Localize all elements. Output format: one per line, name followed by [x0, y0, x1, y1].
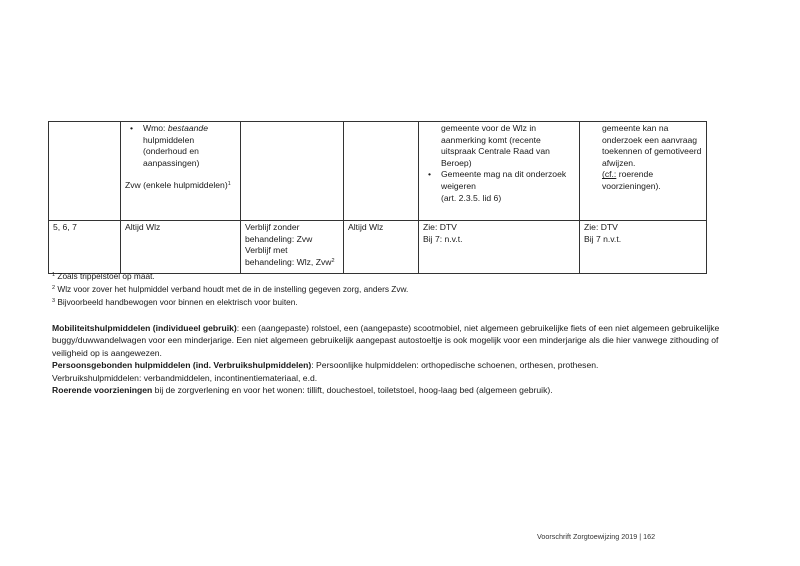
cell-verblijf [241, 122, 344, 221]
bullet-wmo: • Wmo: bestaande hulpmiddelen (onderhoud en aanpassingen) [143, 123, 236, 169]
allocation-table [48, 121, 707, 274]
zvw-note: Zvw (enkele hulpmiddelen)$^1$ [125, 180, 231, 191]
cf-reference: (cf.: [602, 169, 617, 180]
cell-aanvraag: Zie: DTV Bij 7 n.v.t. [580, 221, 707, 274]
definitions-block [52, 322, 752, 396]
footnote-2: $^2$ Wlz voor zover het hulpmiddel verband houdt met de in de instelling gegeven zorg, anders Zvw. [52, 284, 409, 294]
cell-hulpmiddelen [121, 122, 241, 221]
cell-wlz [344, 122, 419, 221]
cell-gemeente: gemeente voor de Wlz in aanmerking komt (recente uitspraak Centrale Raad van Beroep) • Gemeente mag na dit onderzoek weigeren (art. 2.3.5. lid 6) [419, 122, 580, 221]
definition-mobiliteit: Mobiliteitshulpmiddelen (individueel gebruik): een (aangepaste) rolstoel, een (aangepaste) scootmobiel, niet algemeen gebruikelijke fiets of een niet algemeen gebruikelijke buggy/duwwandelwagen voor een minderjarige. Een niet algemeen gebruikelijk aangepast autostoeltje is ook mogelijk voor een minderjarige als die hier vanwege zithouding of veiligheid op is aangewezen. [52, 323, 720, 358]
footnote-3: $^3$ Bijvoorbeeld handbewogen voor binnen en elektrisch voor buiten. [52, 297, 298, 307]
definition-verbruik: Verbruikshulpmiddelen: verbandmiddelen, incontinentiemateriaal, e.d. [52, 372, 318, 383]
footer-separator: | [639, 532, 642, 541]
cell-category [49, 122, 121, 221]
footer-title: Voorschrift Zorgtoewijzing 2019 [537, 532, 638, 541]
definition-roerende: Roerende voorzieningen bij de zorgverlening en voor het wonen: tillift, douchestoel, toiletstoel, hoog-laag bed (algemeen gebruik). [52, 385, 553, 396]
page-number: 162 [643, 532, 656, 541]
cell-category: 5, 6, 7 [49, 221, 121, 274]
cell-wlz: Altijd Wlz [344, 221, 419, 274]
cell-aanvraag: gemeente kan na onderzoek een aanvraag toekennen of gemotiveerd afwijzen. (cf.: roerende voorzieningen). [580, 122, 707, 221]
table-row [49, 221, 707, 274]
cell-gemeente: Zie: DTV Bij 7: n.v.t. [419, 221, 580, 274]
table-row [49, 122, 707, 221]
cell-hulpmiddelen: Altijd Wlz [121, 221, 241, 274]
cell-verblijf: Verblijf zonder behandeling: Zvw Verblijf met behandeling: Wlz, Zvw$^2$ [241, 221, 344, 274]
bullet-gemeente: • Gemeente mag na dit onderzoek weigeren (art. 2.3.5. lid 6) [441, 169, 575, 204]
page-footer [537, 532, 655, 541]
footnote-1: $^1$ Zoals trippelstoel op maat. [52, 271, 155, 281]
definition-persoonsgebonden: Persoonsgebonden hulpmiddelen (ind. Verbruikshulpmiddelen): Persoonlijke hulpmiddelen: orthopedische schoenen, orthesen, prothesen. [52, 360, 599, 371]
